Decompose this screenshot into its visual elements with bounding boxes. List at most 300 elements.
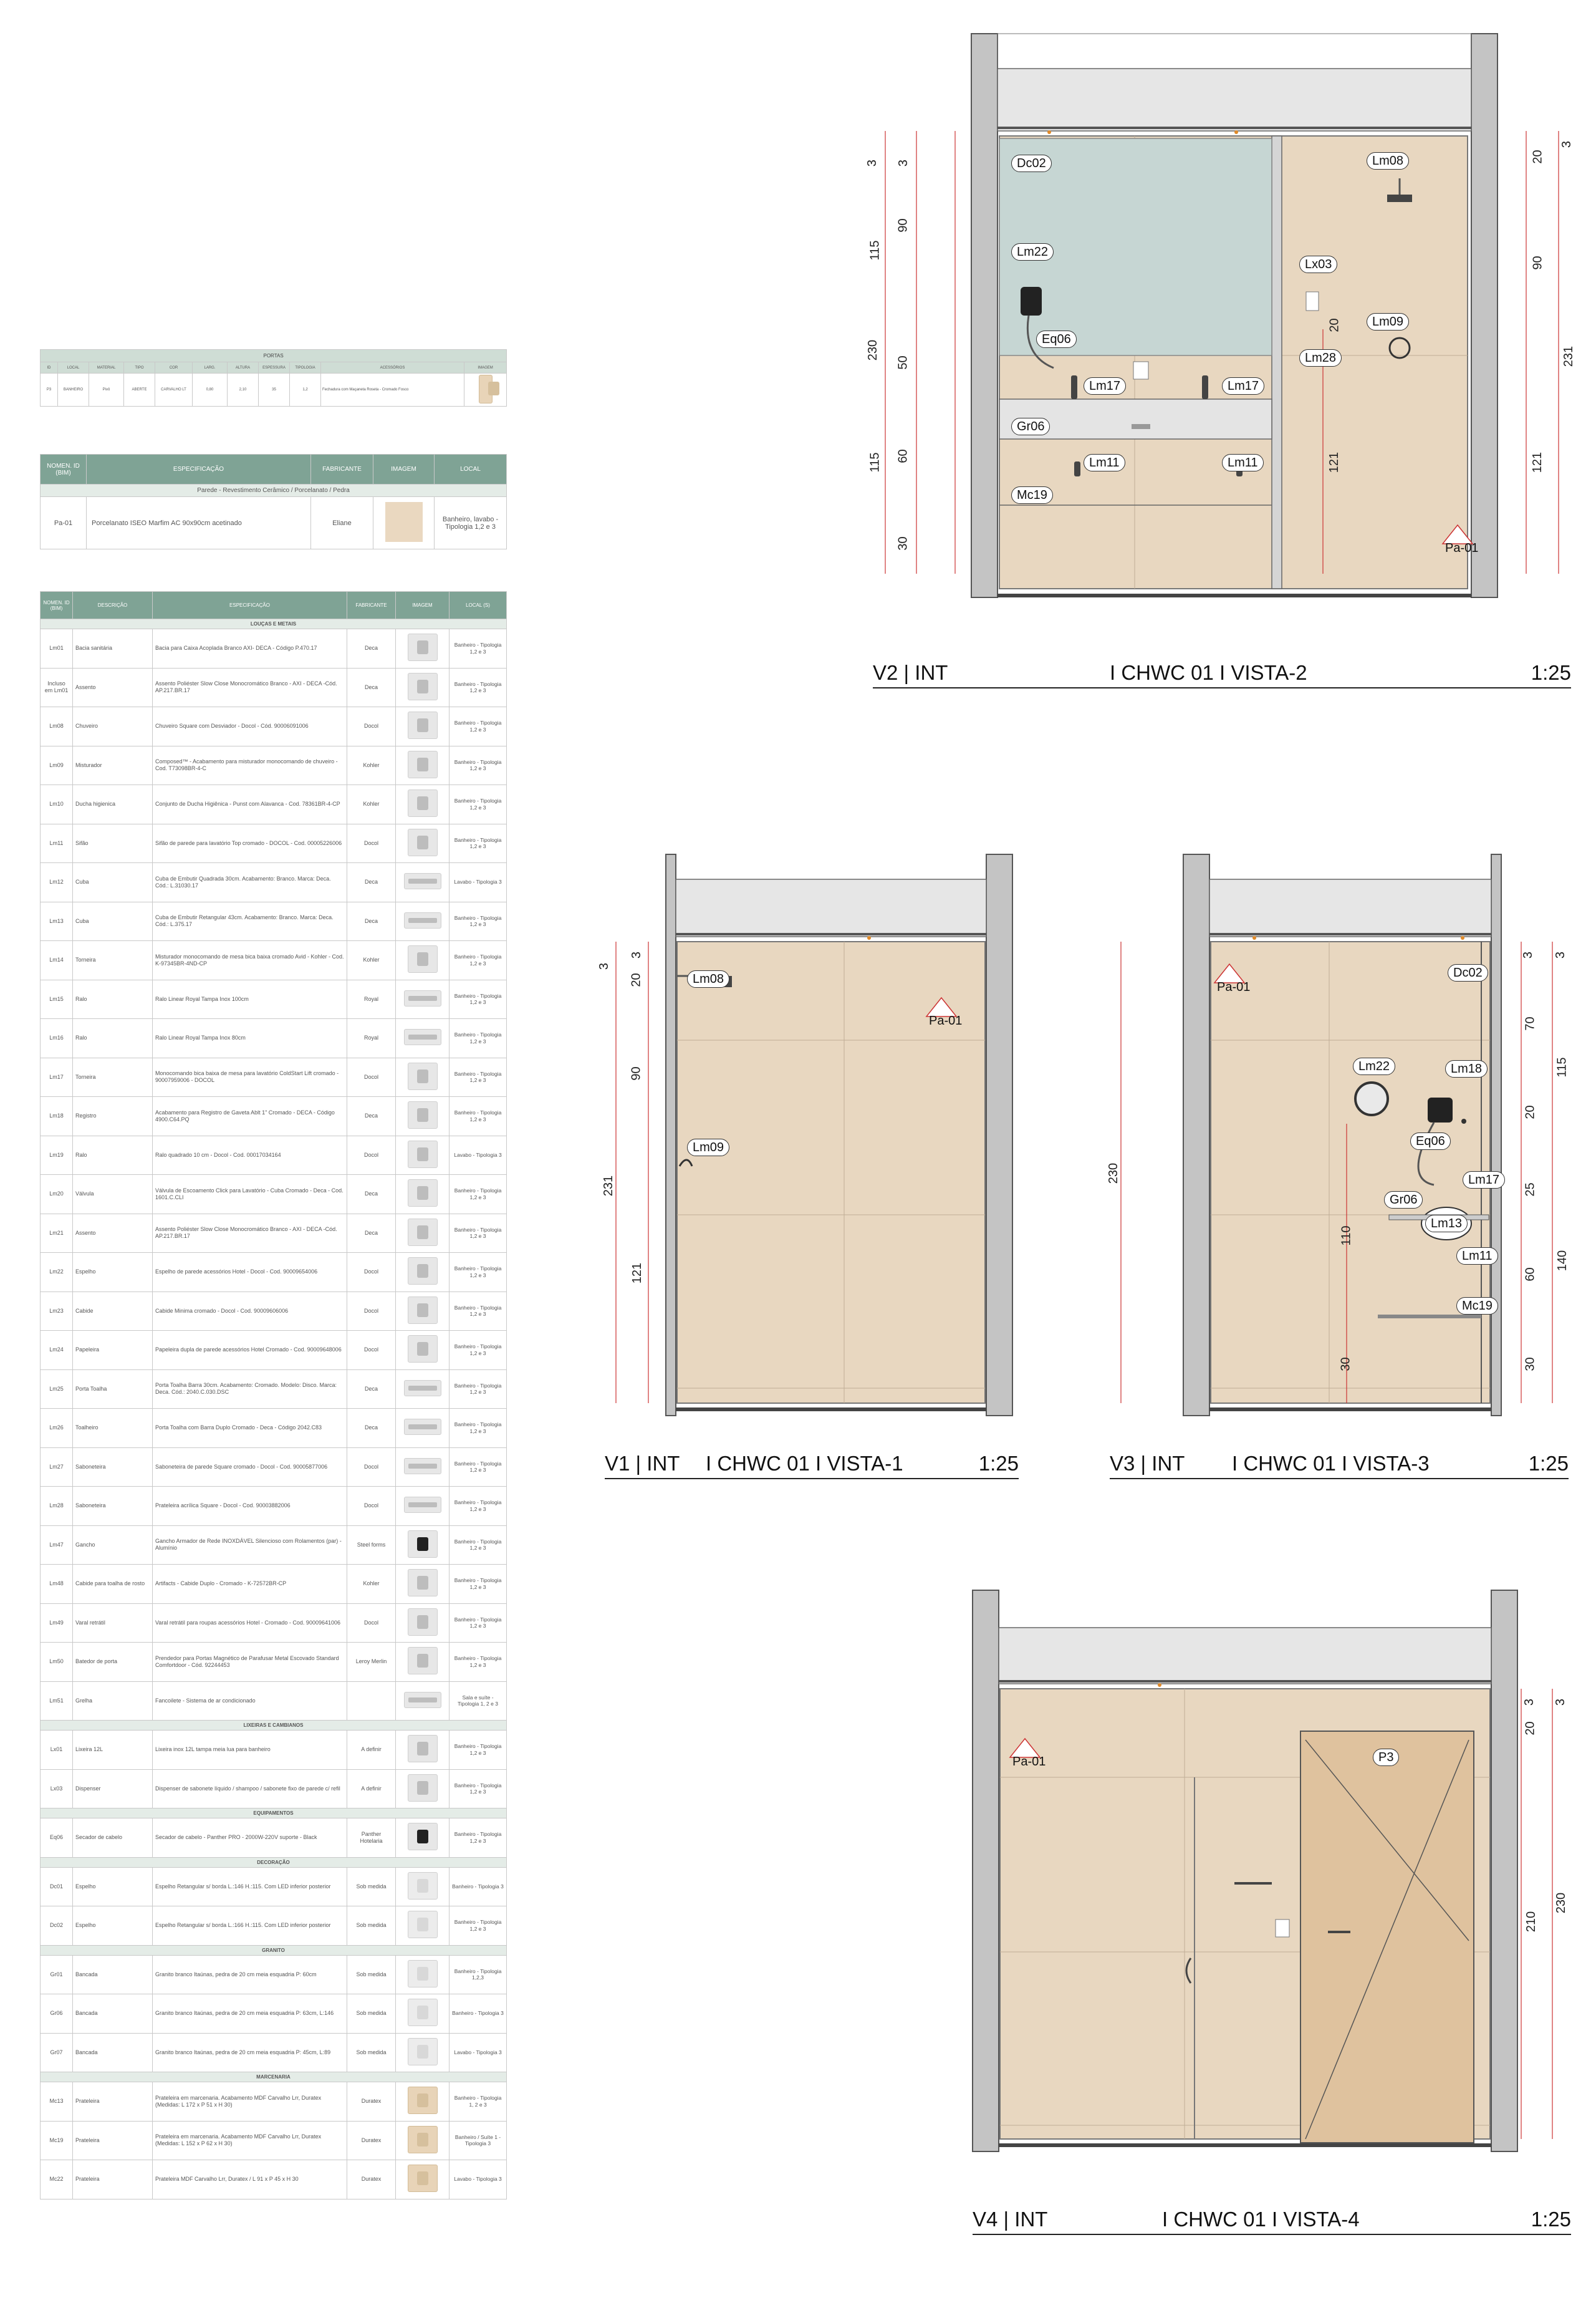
cell-local: Banheiro - Tipologia 1,2 e 3 xyxy=(449,1331,507,1370)
cell-image xyxy=(396,2082,449,2122)
dim: 121 xyxy=(1531,451,1545,473)
cell-desc: Prateleira xyxy=(73,2082,153,2122)
cell-spec: Misturador monocomando de mesa bica baixa cromado Avid - Kohler - Cod. K-97345BR-4ND-CP xyxy=(153,941,347,980)
cell-fab: Sob medida xyxy=(347,1994,396,2034)
product-thumbnail xyxy=(404,912,441,929)
product-thumbnail xyxy=(408,1911,438,1938)
cell-local: Lavabo - Tipologia 3 xyxy=(449,1136,507,1175)
cell-desc: Bancada xyxy=(73,1955,153,1994)
product-thumbnail xyxy=(408,1823,438,1850)
table-row xyxy=(41,1994,507,2034)
cell-spec: Papeleira dupla de parede acessórios Hotel Cromado - Cod. 90009648006 xyxy=(153,1331,347,1370)
view-scale: 1:25 xyxy=(1531,2208,1571,2231)
table-row xyxy=(41,1175,507,1214)
cell-desc: Cuba xyxy=(73,902,153,941)
cell-local: Banheiro - Tipologia 1, 2 e 3 xyxy=(449,2082,507,2122)
cell-image xyxy=(396,1769,449,1808)
col-header: COR xyxy=(155,362,193,374)
cell-spec: Cuba de Embutir Quadrada 30cm. Acabamento: Branco. Marca: Deca. Cód.: L.31030.17 xyxy=(153,863,347,902)
cell-fab: Deca xyxy=(347,668,396,707)
elevation-v1-drawing xyxy=(605,854,1029,1484)
portas-title: PORTAS xyxy=(41,350,507,362)
cell-desc: Gancho xyxy=(73,1525,153,1565)
cell-image xyxy=(396,785,449,824)
cell-fab: Duratex xyxy=(347,2160,396,2199)
cell-fab xyxy=(347,1681,396,1721)
dim: 3 xyxy=(1560,140,1574,148)
cell-fab: Docol xyxy=(347,1603,396,1643)
cell-local: Banheiro - Tipologia 1,2 e 3 xyxy=(449,1565,507,1604)
cell-desc: Sifão xyxy=(73,824,153,863)
cell-image xyxy=(396,1603,449,1643)
cell-id: Gr07 xyxy=(41,2033,73,2072)
tag-dc02: Dc02 xyxy=(1448,964,1488,982)
tag-lm22: Lm22 xyxy=(1011,243,1054,261)
cell-id: Lm21 xyxy=(41,1214,73,1253)
product-thumbnail xyxy=(408,1141,438,1168)
cell-desc: Bacia sanitária xyxy=(73,629,153,669)
col-header: ALTURA xyxy=(228,362,259,374)
dim: 121 xyxy=(630,1262,645,1284)
cell-local: Banheiro / Suíte 1 - Tipologia 3 xyxy=(449,2121,507,2160)
cell-image xyxy=(396,2121,449,2160)
table-row xyxy=(41,1058,507,1097)
table-row xyxy=(41,1253,507,1292)
cell-image xyxy=(396,1175,449,1214)
product-thumbnail xyxy=(408,1179,438,1207)
elevation-v1 xyxy=(597,854,1029,1484)
dim: 90 xyxy=(896,218,910,233)
cell-fab: Docol xyxy=(347,707,396,746)
cell-desc: Saboneteira xyxy=(73,1487,153,1526)
cell: P3 xyxy=(41,374,58,407)
dim: 90 xyxy=(629,1066,643,1081)
dim: 3 xyxy=(597,962,612,970)
cell: 2,10 xyxy=(228,374,259,407)
product-thumbnail xyxy=(408,2038,438,2065)
cell-local: Banheiro - Tipologia 1,2 e 3 xyxy=(449,1292,507,1331)
cell-desc: Ducha higienica xyxy=(73,785,153,824)
cell-desc: Bancada xyxy=(73,1994,153,2034)
cell-id: Lm11 xyxy=(41,824,73,863)
cell-desc: Misturador xyxy=(73,746,153,785)
cell-desc: Toalheiro xyxy=(73,1409,153,1448)
tag-lm08: Lm08 xyxy=(1367,152,1409,170)
tag-lm17: Lm17 xyxy=(1463,1171,1505,1189)
view-scale: 1:25 xyxy=(1528,1452,1569,1475)
cell: BANHEIRO xyxy=(58,374,89,407)
col-header: NOMEN. ID (BIM) xyxy=(41,455,87,485)
cell-desc: Prateleira xyxy=(73,2121,153,2160)
table-row xyxy=(41,1487,507,1526)
tag-lm08: Lm08 xyxy=(687,970,729,988)
cell-image xyxy=(396,2160,449,2199)
cell-id: Lm12 xyxy=(41,863,73,902)
cell-local: Banheiro - Tipologia 3 xyxy=(449,1867,507,1906)
product-thumbnail xyxy=(404,990,441,1007)
cell-spec: Artifacts - Cabide Duplo - Cromado - K-72572BR-CP xyxy=(153,1565,347,1604)
tag-lm22: Lm22 xyxy=(1353,1058,1395,1075)
cell-desc: Assento xyxy=(73,668,153,707)
cell-local: Banheiro - Tipologia 1,2 e 3 xyxy=(449,1369,507,1409)
cell-fab: Deca xyxy=(347,1214,396,1253)
cell-spec: Ralo Linear Royal Tampa Inox 80cm xyxy=(153,1019,347,1058)
elevation-v3 xyxy=(1107,854,1571,1484)
cell-image xyxy=(396,1487,449,1526)
cell-image xyxy=(396,1867,449,1906)
cell-spec: Prateleira acrílica Square - Docol - Cod. 90003882006 xyxy=(153,1487,347,1526)
cell-spec: Varal retrátil para roupas acessórios Hotel - Cromado - Cod. 90009641006 xyxy=(153,1603,347,1643)
view-code: V1 | INT xyxy=(605,1452,680,1475)
cell-desc: Dispenser xyxy=(73,1769,153,1808)
cell-spec: Composed™ - Acabamento para misturador monocomando de chuveiro - Cod. T73098BR-4-C xyxy=(153,746,347,785)
tag-gr06: Gr06 xyxy=(1011,418,1050,435)
cell-image xyxy=(396,1214,449,1253)
cell-spec: Espelho Retangular s/ borda L.:146 H.:115. Com LED inferior posterior xyxy=(153,1867,347,1906)
cell-spec: Espelho Retangular s/ borda L.:166 H.:115. Com LED inferior posterior xyxy=(153,1906,347,1946)
cell-id: Mc22 xyxy=(41,2160,73,2199)
elevation-v2-drawing xyxy=(873,31,1596,680)
col-header: ESPESSURA xyxy=(259,362,290,374)
cell-id: Lm22 xyxy=(41,1253,73,1292)
table-row xyxy=(41,1565,507,1604)
table-row xyxy=(41,2121,507,2160)
section-title: Parede - Revestimento Cerâmico / Porcelanato / Pedra xyxy=(41,485,507,497)
cell-image xyxy=(396,1058,449,1097)
dim: 20 xyxy=(1531,150,1545,164)
dim: 231 xyxy=(1562,345,1576,367)
table-row xyxy=(41,668,507,707)
cell-fab: A definir xyxy=(347,1769,396,1808)
dim: 20 xyxy=(1523,1105,1537,1119)
cell-id: Lm08 xyxy=(41,707,73,746)
dim: 60 xyxy=(896,449,910,463)
table-row xyxy=(41,497,507,549)
col-header: IMAGEM xyxy=(464,362,507,374)
cell-spec: Assento Poliéster Slow Close Monocromático Branco - AXI - DECA -Cód. AP.217.BR.17 xyxy=(153,668,347,707)
cell-desc: Espelho xyxy=(73,1253,153,1292)
dim: 3 xyxy=(1521,951,1536,959)
cell: 1,2 xyxy=(290,374,321,407)
dim: 230 xyxy=(1554,1892,1569,1914)
cell: 0,80 xyxy=(193,374,228,407)
table-row xyxy=(41,1955,507,1994)
cell-fab: Docol xyxy=(347,1136,396,1175)
cell-fab: Deca xyxy=(347,1175,396,1214)
cell-spec: Dispenser de sabonete líquido / shampoo / sabonete fixo de parede c/ refil xyxy=(153,1769,347,1808)
product-thumbnail xyxy=(404,1458,441,1474)
dim: 230 xyxy=(866,339,880,361)
group-title: LIXEIRAS E CAMBIANOS xyxy=(41,1721,507,1731)
dim: 3 xyxy=(897,159,911,167)
cell-fab: Docol xyxy=(347,1292,396,1331)
cell-desc: Batedor de porta xyxy=(73,1643,153,1682)
cell-fab: Kohler xyxy=(347,941,396,980)
table-row xyxy=(41,629,507,669)
cell-desc: Cuba xyxy=(73,863,153,902)
dim: 20 xyxy=(629,973,643,987)
cell-local: Banheiro - Tipologia 1,2 e 3 xyxy=(449,1058,507,1097)
col-header: ID xyxy=(41,362,58,374)
tag-lm17: Lm17 xyxy=(1084,377,1126,395)
cell-local: Banheiro - Tipologia 1,2 e 3 xyxy=(449,902,507,941)
cell-id: Lm26 xyxy=(41,1409,73,1448)
cell-image xyxy=(396,1447,449,1487)
cell-spec: Secador de cabelo - Panther PRO - 2000W-220V suporte - Black xyxy=(153,1818,347,1858)
cell-spec: Monocomando bica baixa de mesa para lavatório ColdStart Lift cromado - 90007959006 - DOCOL xyxy=(153,1058,347,1097)
dim: 3 xyxy=(1554,1698,1568,1706)
product-thumbnail xyxy=(408,1296,438,1324)
cell-local: Lavabo - Tipologia 3 xyxy=(449,2033,507,2072)
tag-lm09: Lm09 xyxy=(1367,313,1409,331)
elevation-v2 xyxy=(865,31,1596,684)
cell-desc: Porta Toalha xyxy=(73,1369,153,1409)
table-row xyxy=(41,941,507,980)
tag-lm11: Lm11 xyxy=(1084,454,1125,471)
dim: 110 xyxy=(1339,1225,1353,1246)
cell-desc: Ralo xyxy=(73,1019,153,1058)
cell-local: Banheiro - Tipologia 1,2 e 3 xyxy=(449,824,507,863)
cell-spec: Gancho Armador de Rede INOXDÁVEL Silencioso com Rolamentos (par) - Alumínio xyxy=(153,1525,347,1565)
cell-fab: Deca xyxy=(347,863,396,902)
cell-local: Banheiro - Tipologia 3 xyxy=(449,1994,507,2034)
cell-id: Lm28 xyxy=(41,1487,73,1526)
cell-local: Banheiro - Tipologia 1,2 e 3 xyxy=(449,1175,507,1214)
cell-desc: Ralo xyxy=(73,1136,153,1175)
col-header: DESCRIÇÃO xyxy=(73,592,153,619)
table-row xyxy=(41,1643,507,1682)
cell-desc: Bancada xyxy=(73,2033,153,2072)
cell-local: Banheiro - Tipologia 1,2 e 3 xyxy=(449,785,507,824)
cell-image xyxy=(396,980,449,1019)
tag-lm17: Lm17 xyxy=(1222,377,1264,395)
cell-image xyxy=(396,707,449,746)
table-row xyxy=(41,1731,507,1770)
cell-id: Lm27 xyxy=(41,1447,73,1487)
col-header: IMAGEM xyxy=(373,455,435,485)
product-thumbnail xyxy=(408,2087,438,2114)
table-row xyxy=(41,1906,507,1946)
col-header: LARG. xyxy=(193,362,228,374)
cell-local: Banheiro - Tipologia 1,2 e 3 xyxy=(449,1906,507,1946)
group-title: MARCENARIA xyxy=(41,2072,507,2082)
dim: 20 xyxy=(1327,318,1342,332)
dim: 50 xyxy=(896,355,910,370)
product-thumbnail xyxy=(408,1872,438,1900)
cell-id: Lm17 xyxy=(41,1058,73,1097)
cell-spec: Fancoilete - Sistema de ar condicionado xyxy=(153,1681,347,1721)
cell-local: Banheiro - Tipologia 1,2 e 3 xyxy=(449,1214,507,1253)
table-row xyxy=(41,1681,507,1721)
cell-fab: Deca xyxy=(347,1369,396,1409)
cell-image xyxy=(396,863,449,902)
cell-desc: Secador de cabelo xyxy=(73,1818,153,1858)
cell-id: Lm49 xyxy=(41,1603,73,1643)
cell-id: Lm24 xyxy=(41,1331,73,1370)
tag-mc19: Mc19 xyxy=(1456,1297,1498,1315)
tag-lx03: Lx03 xyxy=(1299,256,1337,273)
cell-id: Pa-01 xyxy=(41,497,87,549)
cell-image xyxy=(396,1955,449,1994)
group-title: EQUIPAMENTOS xyxy=(41,1808,507,1818)
cell-fab: Duratex xyxy=(347,2082,396,2122)
cell-spec: Granito branco Itaúnas, pedra de 20 cm meia esquadria P: 45cm, L:89 xyxy=(153,2033,347,2072)
dim: 115 xyxy=(1555,1057,1569,1078)
cell-local: Banheiro - Tipologia 1,2 e 3 xyxy=(449,629,507,669)
product-thumbnail xyxy=(408,1647,438,1674)
cell-spec: Assento Poliéster Slow Close Monocromático Branco - AXI - DECA -Cód. AP.217.BR.17 xyxy=(153,1214,347,1253)
elevation-v4 xyxy=(973,1590,1571,2251)
cell-spec: Prateleira em marcenaria. Acabamento MDF Carvalho Lrr, Duratex (Medidas: L 152 x P 62 x H 30) xyxy=(153,2121,347,2160)
view-scale: 1:25 xyxy=(978,1452,1019,1475)
cell-desc: Assento xyxy=(73,1214,153,1253)
product-thumbnail xyxy=(408,1063,438,1090)
cell-id: Lm16 xyxy=(41,1019,73,1058)
dim: 3 xyxy=(1522,1698,1537,1706)
cell-local: Banheiro - Tipologia 1,2 e 3 xyxy=(449,1731,507,1770)
product-thumbnail xyxy=(408,789,438,817)
tag-lm11: Lm11 xyxy=(1222,454,1264,471)
view-name: I CHWC 01 I VISTA-2 xyxy=(1110,661,1307,684)
col-header: FABRICANTE xyxy=(347,592,396,619)
product-thumbnail xyxy=(408,1219,438,1246)
cell-local: Banheiro - Tipologia 1,2 e 3 xyxy=(449,1097,507,1136)
cell-image xyxy=(396,902,449,941)
cell-image xyxy=(396,2033,449,2072)
product-thumbnail xyxy=(408,1530,438,1558)
dim: 30 xyxy=(896,536,910,551)
dim: 231 xyxy=(602,1175,616,1197)
cell-spec: Porta Toalha Barra 30cm. Acabamento: Cromado. Modelo: Disco. Marca: Deca. Cód.: 2040.C.030.DSC xyxy=(153,1369,347,1409)
cell-image xyxy=(396,1097,449,1136)
product-thumbnail xyxy=(404,1029,441,1045)
product-thumbnail xyxy=(408,1608,438,1636)
product-thumbnail xyxy=(408,751,438,778)
tag-lm11: Lm11 xyxy=(1456,1247,1498,1265)
cell-id: Lx03 xyxy=(41,1769,73,1808)
cell-fab: Kohler xyxy=(347,785,396,824)
tag-eq06: Eq06 xyxy=(1036,331,1077,348)
table-row xyxy=(41,1331,507,1370)
cell-image xyxy=(396,1818,449,1858)
cell-image xyxy=(396,1292,449,1331)
cell-id: Lm48 xyxy=(41,1565,73,1604)
cell-local: Banheiro - Tipologia 1,2 e 3 xyxy=(449,1019,507,1058)
cell-local: Banheiro - Tipologia 1,2 e 3 xyxy=(449,941,507,980)
cell-id: Lm19 xyxy=(41,1136,73,1175)
cell-image xyxy=(396,1643,449,1682)
cell-id: Lm13 xyxy=(41,902,73,941)
table-row xyxy=(41,785,507,824)
table-row xyxy=(41,1525,507,1565)
cell-desc: Cabide xyxy=(73,1292,153,1331)
cell-image xyxy=(396,824,449,863)
cell: 35 xyxy=(259,374,290,407)
cell-desc: Ralo xyxy=(73,980,153,1019)
cell-desc: Espelho xyxy=(73,1867,153,1906)
cell-spec: Cabide Minima cromado - Docol - Cod. 90009606006 xyxy=(153,1292,347,1331)
product-thumbnail xyxy=(408,1999,438,2026)
view-title-v2 xyxy=(873,661,1571,688)
table-row xyxy=(41,1369,507,1409)
col-header: MATERIAL xyxy=(89,362,124,374)
product-thumbnail xyxy=(408,1774,438,1802)
product-thumbnail xyxy=(408,829,438,856)
cell-id: Mc13 xyxy=(41,2082,73,2122)
tag-gr06: Gr06 xyxy=(1384,1191,1423,1209)
tag-pa01: Pa-01 xyxy=(1217,980,1250,995)
cell-fab: Panther Hotelaria xyxy=(347,1818,396,1858)
table-row xyxy=(41,1136,507,1175)
dim: 25 xyxy=(1523,1182,1537,1197)
table-row xyxy=(41,1818,507,1858)
dim: 3 xyxy=(865,159,880,167)
cell-desc: Cabide para toalha de rosto xyxy=(73,1565,153,1604)
cell-spec: Lixeira inox 12L tampa meia lua para banheiro xyxy=(153,1731,347,1770)
tile-swatch xyxy=(373,497,435,549)
product-thumbnail xyxy=(408,1735,438,1762)
table-row xyxy=(41,707,507,746)
cell-id: Lx01 xyxy=(41,1731,73,1770)
cell-id: Lm15 xyxy=(41,980,73,1019)
product-thumbnail xyxy=(408,1257,438,1285)
table-row xyxy=(41,1097,507,1136)
cell-image xyxy=(396,1331,449,1370)
cell-spec: Sifão de parede para lavatório Top cromado - DOCOL - Cod. 00005226006 xyxy=(153,824,347,863)
table-row xyxy=(41,824,507,863)
cell-spec: Saboneteira de parede Square cromado - Docol - Cod. 90005877006 xyxy=(153,1447,347,1487)
product-thumbnail xyxy=(408,2126,438,2153)
cell-id: Lm10 xyxy=(41,785,73,824)
group-title: GRANITO xyxy=(41,1945,507,1955)
cell-id: Lm23 xyxy=(41,1292,73,1331)
product-thumbnail xyxy=(408,1960,438,1987)
cell-image xyxy=(396,1019,449,1058)
cell-id: Lm50 xyxy=(41,1643,73,1682)
table-row xyxy=(41,1447,507,1487)
cell-image xyxy=(396,1369,449,1409)
cell-spec: Porta Toalha com Barra Duplo Cromado - Deca - Código 2042.C83 xyxy=(153,1409,347,1448)
col-header: FABRICANTE xyxy=(311,455,373,485)
col-header: LOCAL xyxy=(435,455,507,485)
cell-local: Banheiro - Tipologia 1,2 e 3 xyxy=(449,1253,507,1292)
cell-local: Banheiro - Tipologia 1,2 e 3 xyxy=(449,1447,507,1487)
col-header: LOCAL xyxy=(58,362,89,374)
view-title-v1 xyxy=(605,1452,1019,1479)
tag-lm09: Lm09 xyxy=(687,1139,729,1156)
col-header: LOCAL (S) xyxy=(449,592,507,619)
cell-local: Banheiro - Tipologia 1,2 e 3 xyxy=(449,668,507,707)
dim: 115 xyxy=(868,240,882,261)
cell-id: Lm25 xyxy=(41,1369,73,1409)
cell-fab: Royal xyxy=(347,1019,396,1058)
cell-image xyxy=(396,1994,449,2034)
cell-desc: Registro xyxy=(73,1097,153,1136)
cell-local: Banheiro - Tipologia 1,2 e 3 xyxy=(449,1603,507,1643)
cell-fab: Duratex xyxy=(347,2121,396,2160)
table-row xyxy=(41,1214,507,1253)
cell-local: Banheiro - Tipologia 1,2 e 3 xyxy=(449,1525,507,1565)
cell-id: Lm01 xyxy=(41,629,73,669)
dim: 210 xyxy=(1524,1911,1539,1933)
dim: 20 xyxy=(1523,1721,1537,1736)
cell-id: Gr06 xyxy=(41,1994,73,2034)
cell-fab: A definir xyxy=(347,1731,396,1770)
dim: 70 xyxy=(1523,1016,1537,1031)
dim: 30 xyxy=(1339,1357,1353,1371)
loucas-table xyxy=(40,591,507,2199)
group-title: LOUÇAS E METAIS xyxy=(41,619,507,629)
